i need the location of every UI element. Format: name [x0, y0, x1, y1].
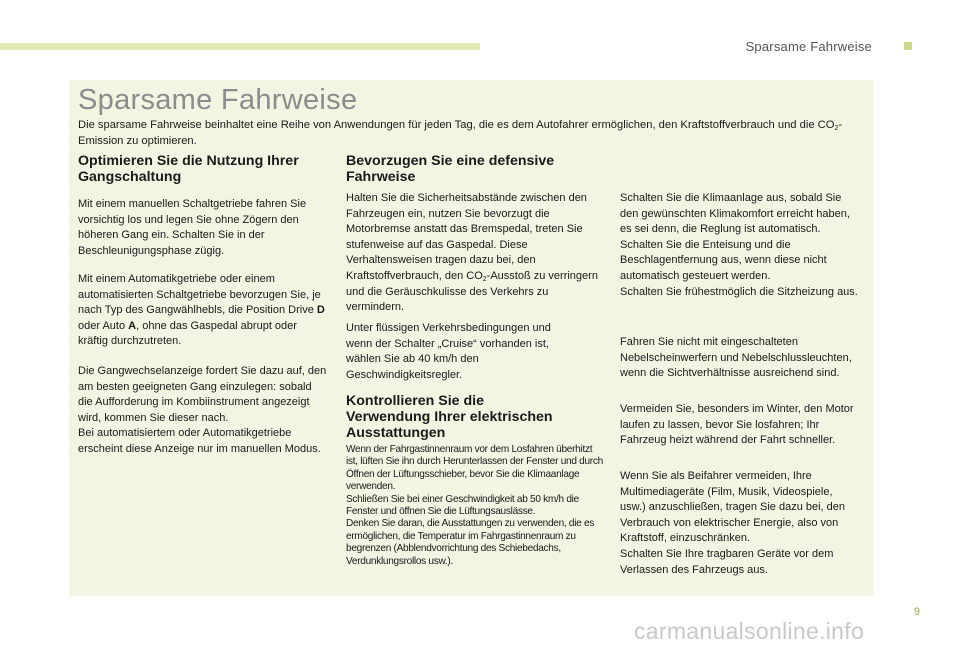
page-title: Sparsame Fahrweise	[78, 84, 358, 116]
heading-gear-usage: Optimieren Sie die Nutzung Ihrer Gangschaltung	[78, 153, 299, 185]
page-number: 9	[913, 606, 920, 618]
watermark: carmanualsonline.info	[634, 618, 865, 644]
heading-electrical-equipment: Kontrollieren Sie die Verwendung Ihrer elektrischen Ausstattungen	[346, 393, 553, 441]
paragraph-manual-gearbox: Mit einem manuellen Schaltgetriebe fahren Sie vorsichtig los und legen Sie ohne Zögern den höheren Gang ein. Schalten Sie in der Beschleunigungsphase zügig.	[78, 198, 307, 257]
paragraph-air-conditioning: Schalten Sie die Klimaanlage aus, sobald Sie den gewünschten Klimakomfort erreicht haben, es sei denn, die Reglung ist automatisch. Schalten Sie die Enteisung und die Beschlagentfernung aus, wenn diese nicht automatisch gesteuert werden. Schalten Sie frühestmöglich die Sitzheizung aus.	[620, 192, 858, 298]
paragraph-safety-distance: Halten Sie die Sicherheitsabstände zwischen den Fahrzeugen ein, nutzen Sie bevorzugt die Motorbremse anstatt das Bremspedal, treten Sie stufenweise auf das Gaspedal. Diese Verhaltensweisen tragen dazu bei, den Kraftstoffverbrauch, den $CO_2$-Ausstoß zu verringern und die Geräuschkulisse des Verkehrs zu vermindern.	[346, 192, 598, 314]
paragraph-engine-warmup: Vermeiden Sie, besonders im Winter, den Motor laufen zu lassen, bevor Sie losfahren; Ihr Fahrzeug heizt während der Fahrt schneller.	[620, 403, 854, 447]
header-section-title: Sparsame Fahrweise	[745, 39, 872, 54]
paragraph-gear-indicator: Die Gangwechselanzeige fordert Sie dazu auf, den am besten geeigneten Gang einzulegen: sobald die Aufforderung im Kombiinstrument angezeigt wird, kommen Sie dieser nach. Bei automatisiertem oder Automatikgetriebe erscheint diese Anzeige nur im manuellen Modus.	[78, 365, 327, 455]
paragraph-automatic-gearbox: Mit einem Automatikgetriebe oder einem automatisierten Schaltgetriebe bevorzugen Sie, je nach Typ des Gangwählhebls, die Position Drive D oder Auto A, ohne das Gaspedal abrupt oder kräftig durchzutreten.	[78, 273, 325, 348]
header-accent-bar	[0, 43, 480, 50]
paragraph-fog-lights: Fahren Sie nicht mit eingeschalteten Nebelscheinwerfern und Nebelschlussleuchten, wenn die Sichtverhältnisse ausreichend sind.	[620, 336, 852, 380]
heading-defensive-driving: Bevorzugen Sie eine defensive Fahrweise	[346, 153, 555, 185]
intro-paragraph: Die sparsame Fahrweise beinhaltet eine Reihe von Anwendungen für jeden Tag, die es dem Autofahrer ermöglichen, den Kraftstoffverbrauch und die $CO_2$-Emission zu optimieren.	[78, 119, 843, 147]
paragraph-cruise-control: Unter flüssigen Verkehrsbedingungen und wenn der Schalter „Cruise“ vorhanden ist, wählen Sie ab 40 km/h den Geschwindigkeitsregler.	[346, 322, 551, 381]
header-accent-square	[904, 42, 912, 50]
paragraph-cabin-ventilation: Wenn der Fahrgastinnenraum vor dem Losfahren überhitzt ist, lüften Sie ihn durch Herunterlassen der Fenster und durch Öffnen der Lüftungsschieber, bevor Sie die Klimaanlage verwenden. Schließen Sie bei einer Geschwindigkeit ab 50 km/h die Fenster und öffnen Sie die Lüftungsauslässe. Denken Sie daran, die Ausstattungen zu verwenden, die es ermöglichen, die Temperatur im Fahrgastinnenraum zu begrenzen (Abblendvorrichtung des Schiebedachs, Verdunklungsrollos usw.).	[346, 444, 603, 567]
paragraph-multimedia-devices: Wenn Sie als Beifahrer vermeiden, Ihre Multimediageräte (Film, Musik, Videospiele, usw.) anzuschließen, tragen Sie dazu bei, den Verbrauch von elektrischer Energie, also von Kraftstoff, einzuschränken. Schalten Sie Ihre tragbaren Geräte vor dem Verlassen des Fahrzeugs aus.	[620, 470, 846, 576]
